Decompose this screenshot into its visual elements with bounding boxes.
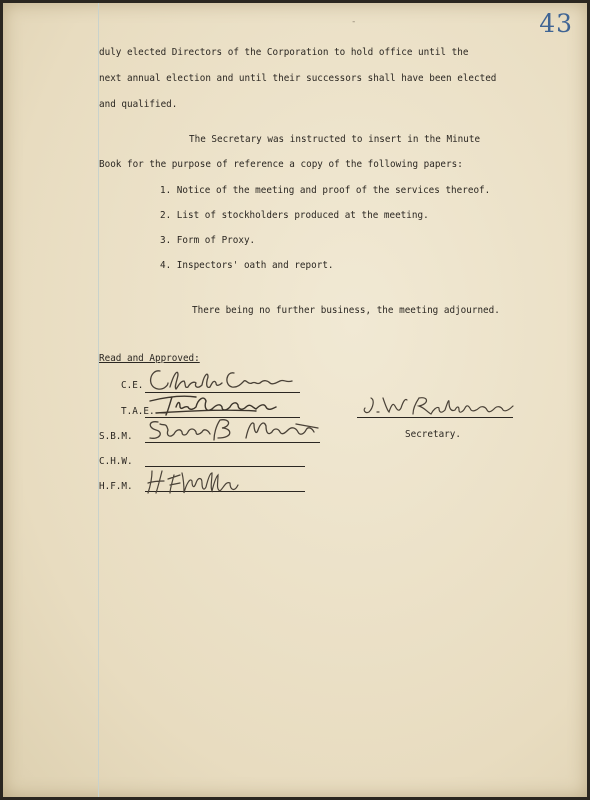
margin-mark: -	[351, 17, 357, 27]
approval-heading: Read and Approved:	[99, 353, 200, 364]
margin-rule	[98, 3, 99, 797]
continuation-line: next annual election and until their successors shall have been elected	[99, 73, 497, 84]
signer-initials: C.E.	[121, 380, 144, 391]
signer-initials: C.H.W.	[99, 456, 133, 467]
papers-list-item: 4. Inspectors' oath and report.	[160, 260, 334, 271]
papers-list-item: 1. Notice of the meeting and proof of the services thereof.	[160, 185, 491, 196]
signature-j-w-robinson	[361, 394, 521, 418]
minutes-page	[3, 3, 587, 797]
continuation-line: and qualified.	[99, 99, 178, 110]
secretary-paragraph-line: The Secretary was instructed to insert in the Minute	[189, 134, 481, 145]
continuation-line: duly elected Directors of the Corporation to hold office until the	[99, 47, 469, 58]
closing-line: There being no further business, the meeting adjourned.	[192, 305, 500, 316]
papers-list-item: 3. Form of Proxy.	[160, 235, 256, 246]
signature-line	[145, 442, 320, 443]
signature-h-f-miller	[146, 467, 246, 497]
signature-stephen-b-mambert	[146, 414, 326, 442]
signer-initials: T.A.E.	[121, 406, 155, 417]
secretary-title: Secretary.	[405, 429, 461, 440]
signer-initials: H.F.M.	[99, 481, 133, 492]
secretary-paragraph-line: Book for the purpose of reference a copy of the following papers:	[99, 159, 463, 170]
signature-thos-a-edison	[146, 389, 296, 417]
page-number: 43	[539, 9, 573, 38]
signer-initials: S.B.M.	[99, 431, 133, 442]
papers-list-item: 2. List of stockholders produced at the meeting.	[160, 210, 429, 221]
